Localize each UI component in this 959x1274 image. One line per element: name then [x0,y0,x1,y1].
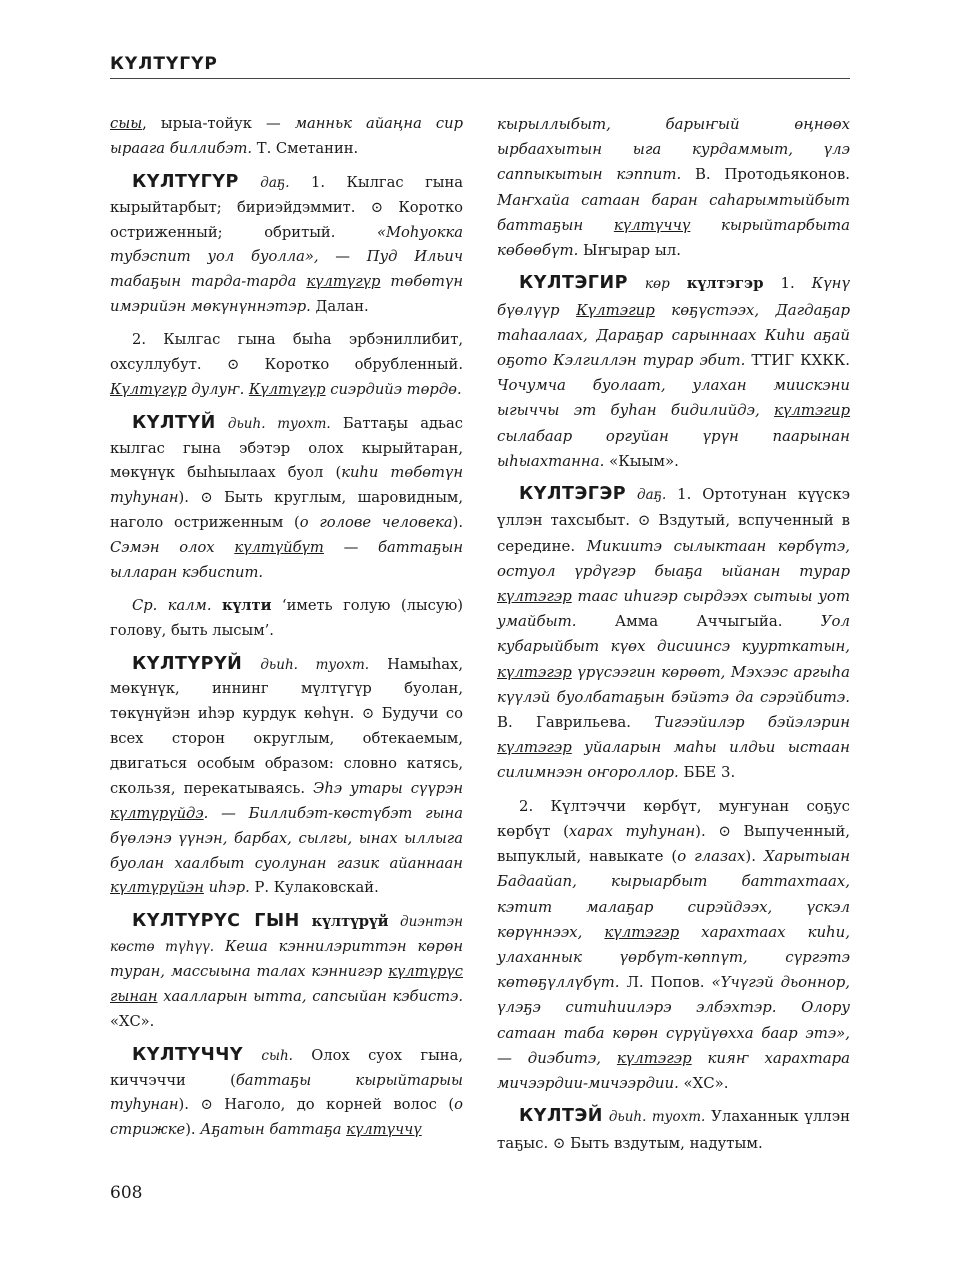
etymology-note: Ср. калм. күлти ‘иметь голую (лысую) голову, быть лысым’. [110,596,463,639]
entry-kulteger: КҮЛТЭГЭР даҕ. 1. Ортотунан күүскэ үллэн тахсыбыт. ⊙ Вздутый, вспученный в середине. Микиитэ сылыктаан көрбүтэ, остуол үрдүгэр быаҕа ыйанан турар күлтэгэр таас иһигэр сырдээх сытыы уот умайбыт. Амма Аччыгыйа. Уол кубарыйбыт күөх дисиинсэ куурткатын, күлтэгэр үрүсээгин көрөөт, Мэхээс аргыһа күүлэй буолбатаҕын бэйэтэ да сэрэйбитэ. В. Гаврильева. Тигээйилэр бэйэлэрин күлтэгэр уйаларын маһы илдьи ыстаан силимнээн оҥороллор. ББЕ 3. [497,484,851,782]
headword: КҮЛТЭГЭР [519,484,627,505]
headword: КҮЛТҮРҮЙ [132,653,243,674]
right-column [497,112,850,1164]
headword: КҮЛТҮЙ [132,412,216,433]
entry-kulturus-gyn: КҮЛТҮРҮС ГЫН күлтүрүй диэнтэн көстө түһүү. Кеша кэннилэриттэн көрөн туран, массыына талах кэннигэр күлтүрүс гынан хаалларын ытта, сапсыйан кэбистэ. «ХС». [110,911,463,1030]
entry-continuation: сыы, ырыа-тойук — манньк айаңна сир ыраага биллибэт. Т. Сметанин. [110,115,463,157]
header-rule [110,78,850,79]
entry-kultuchchu: КҮЛТҮЧЧҮ сыһ. Олох суох гына, киччэччи (баттаҕы кырыйтарыы туһунан). ⊙ Наголо, до корней волос (о стрижке). Аҕатын баттаҕа күлтүччү [110,1044,463,1139]
entry-kultugur: КҮЛТҮГҮР даҕ. 1. Кылгас гына кырыйтарбыт; бириэйдэммит. ⊙ Коротко остриженный; обритый. «Моһуокка тубэспит уол буолла», — Пуд Ильич табаҕын тарда-тарда күлтүгүр төбөтүн имэрийэн мөкүнүннэтэр. Далан. [110,171,464,316]
entry-kultugur-sense2: 2. Кылгас гына быһа эрбэниллибит, охсуллубут. ⊙ Коротко обрубленный. Күлтүгүр дулуҥ. Күлтүгүр сиэрдийэ төрдө. [110,331,463,398]
page-number: 608 [110,1183,143,1203]
headword: КҮЛТҮРҮС ГЫН [132,911,300,932]
headword: КҮЛТҮГҮР [132,171,239,192]
entry-kulteger-sense2: 2. Күлтэччи көрбүт, муҥунан соҕус көрбүт (харах туһунан). ⊙ Выпученный, выпуклый, навыкате (о глазах). Харытыан Бадаайап, кырыарбыт баттахтаах, кэтит малаҕар сирэйдээх, үскэл көрүннээх, күлтэгэр харахтаах киһи, улаханнык үөрбүт-көппүт, сүргэтэ көтөҕүллүбүт. Л. Попов. «Үчүгэй дьоннор, үлэҕэ ситиһиилэрэ элбэхтэр. Олору сатаан таба көрөн сүрүйүөхха баар этэ», — диэбитэ, күлтэгэр кияҥ харахтара мичээрдии-мичээрдии. «ХС». [497,796,851,1093]
entry-kultegir: КҮЛТЭГИР көр күлтэгэр 1. Күнү бүөлүүр Күлтэгир көҕүстээх, Дагдаҕар таһаалаах, Дараҕар сарыннаах Киһи аҕай оҕото Кэлгиллэн турар эбит. ТТИГ КХКК. Чочумча буолаат, улахан миискэни ыгыччы эт буһан бидилийдэ, күлтэгир сылабаар оргуйан үрүн паарынан ыһыахтанна. «Кыым». [497,273,850,470]
entry-kultuy: КҮЛТҮЙ дьиһ. туохт. Баттаҕы адьас кылгас гына эбэтэр олох кырыйтаран, мөкүнүк быһыылаах буол (киһи төбөтүн туһунан). ⊙ Быть круглым, шаровидным, наголо остриженным (о голове человека). Сэмэн олох күлтүйбүт — баттаҕын ылларан кэбиспит. [110,412,463,581]
entry-kultey: КҮЛТЭЙ дьиһ. туохт. Улаханнык үллэн таҕыс. ⊙ Быть вздутым, надутым. [497,1106,851,1152]
headword: КҮЛТЭЙ [519,1106,603,1127]
running-header: КҮЛТҮГҮР [110,54,218,74]
entry-kulturuy: КҮЛТҮРҮЙ дьиһ. туохт. Намыһах, мөкүнүк, иннинг мүлтүгүр буолан, төкүнүйэн иһэр курдук көһүн. ⊙ Будучи со всех сторон округлым, обтекаемым, двигаться особым образом: словно катясь, скользя, перекатываясь. Эһэ утары сүүрэн күлтүрүйдэ. — Биллибэт-көстүбэт гына бүөлэнэ үүнэн, барбах, сылгы, ынах ыллыга буолан хаалбыт суолунан газик айаннаан күлтүрүйэн иһэр. Р. Кулаковскай. [110,653,464,897]
left-column [110,112,463,1151]
headword: КҮЛТЭГИР [519,273,628,294]
headword: КҮЛТҮЧЧҮ [132,1044,244,1065]
entry-continuation: кырыллыбыт, барыҥый өңнөөх ырбаахытын ыга курдаммыт, үлэ саппыкытын кэппит. В. Протодьяконов. Маҥхайа сатаан баран сaһарымтыйбыт баттаҕын күлтүччү кырыйтарбыта көбөөбүт. Ыҥырар ыл. [497,115,850,260]
